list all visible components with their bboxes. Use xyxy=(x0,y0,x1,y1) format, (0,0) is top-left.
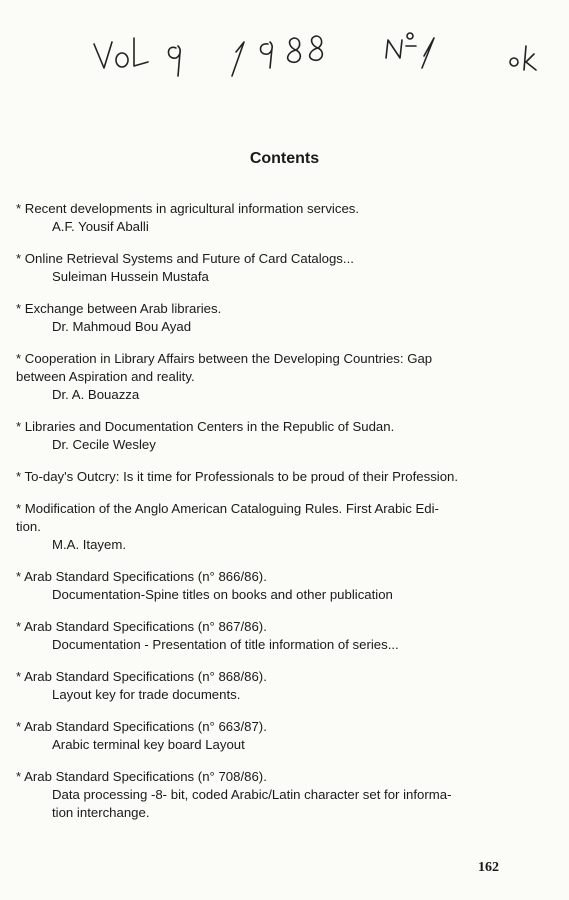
entry-title-continued: tion. xyxy=(16,519,41,534)
list-item xyxy=(16,618,496,654)
entry-author: A.F. Yousif Aballi xyxy=(52,219,149,234)
contents-list xyxy=(16,200,496,836)
entry-title: * Exchange between Arab libraries. xyxy=(16,301,222,316)
entry-subtitle: Arabic terminal key board Layout xyxy=(52,737,245,752)
entry-author: Dr. Cecile Wesley xyxy=(52,437,156,452)
entry-author: Dr. Mahmoud Bou Ayad xyxy=(52,319,192,334)
entry-subtitle: Data processing -8- bit, coded Arabic/Latin character set for informa- xyxy=(52,787,452,802)
entry-author: M.A. Itayem. xyxy=(52,537,127,552)
entry-title: * Modification of the Anglo American Cataloguing Rules. First Arabic Edi- xyxy=(16,501,439,516)
entry-title-continued: between Aspiration and reality. xyxy=(16,369,195,384)
contents-title: Contents xyxy=(249,150,320,167)
list-item xyxy=(16,568,496,604)
entry-title: * To-day's Outcry: Is it time for Professionals to be proud of their Profession. xyxy=(16,469,459,484)
list-item xyxy=(16,768,496,822)
entry-title: * Arab Standard Specifications (n° 867/86). xyxy=(16,619,267,634)
handwriting-graphic xyxy=(90,18,550,78)
entry-title: * Online Retrieval Systems and Future of Card Catalogs... xyxy=(16,251,354,266)
list-item xyxy=(16,468,496,486)
entry-subtitle-continued: tion interchange. xyxy=(52,805,150,820)
entry-subtitle: Layout key for trade documents. xyxy=(52,687,241,702)
entry-title: * Arab Standard Specifications (n° 866/86). xyxy=(16,569,267,584)
entry-author: Suleiman Hussein Mustafa xyxy=(52,269,209,284)
entry-author: Dr. A. Bouazza xyxy=(52,387,140,402)
list-item xyxy=(16,418,496,454)
entry-title: * Libraries and Documentation Centers in the Republic of Sudan. xyxy=(16,419,395,434)
entry-title: * Recent developments in agricultural information services. xyxy=(16,201,360,216)
entry-title: * Arab Standard Specifications (n° 663/87). xyxy=(16,719,267,734)
entry-title: * Cooperation in Library Affairs between the Developing Countries: Gap xyxy=(16,351,433,366)
list-item xyxy=(16,668,496,704)
list-item xyxy=(16,500,496,554)
entry-title: * Arab Standard Specifications (n° 868/86). xyxy=(16,669,267,684)
handwritten-annotation xyxy=(90,18,550,78)
list-item xyxy=(16,350,496,404)
entry-subtitle: Documentation - Presentation of title information of series... xyxy=(52,637,399,652)
list-item xyxy=(16,300,496,336)
list-item xyxy=(16,250,496,286)
page-number: 162 xyxy=(478,860,499,875)
entry-title: * Arab Standard Specifications (n° 708/86). xyxy=(16,769,267,784)
list-item xyxy=(16,200,496,236)
list-item xyxy=(16,718,496,754)
entry-subtitle: Documentation-Spine titles on books and other publication xyxy=(52,587,393,602)
